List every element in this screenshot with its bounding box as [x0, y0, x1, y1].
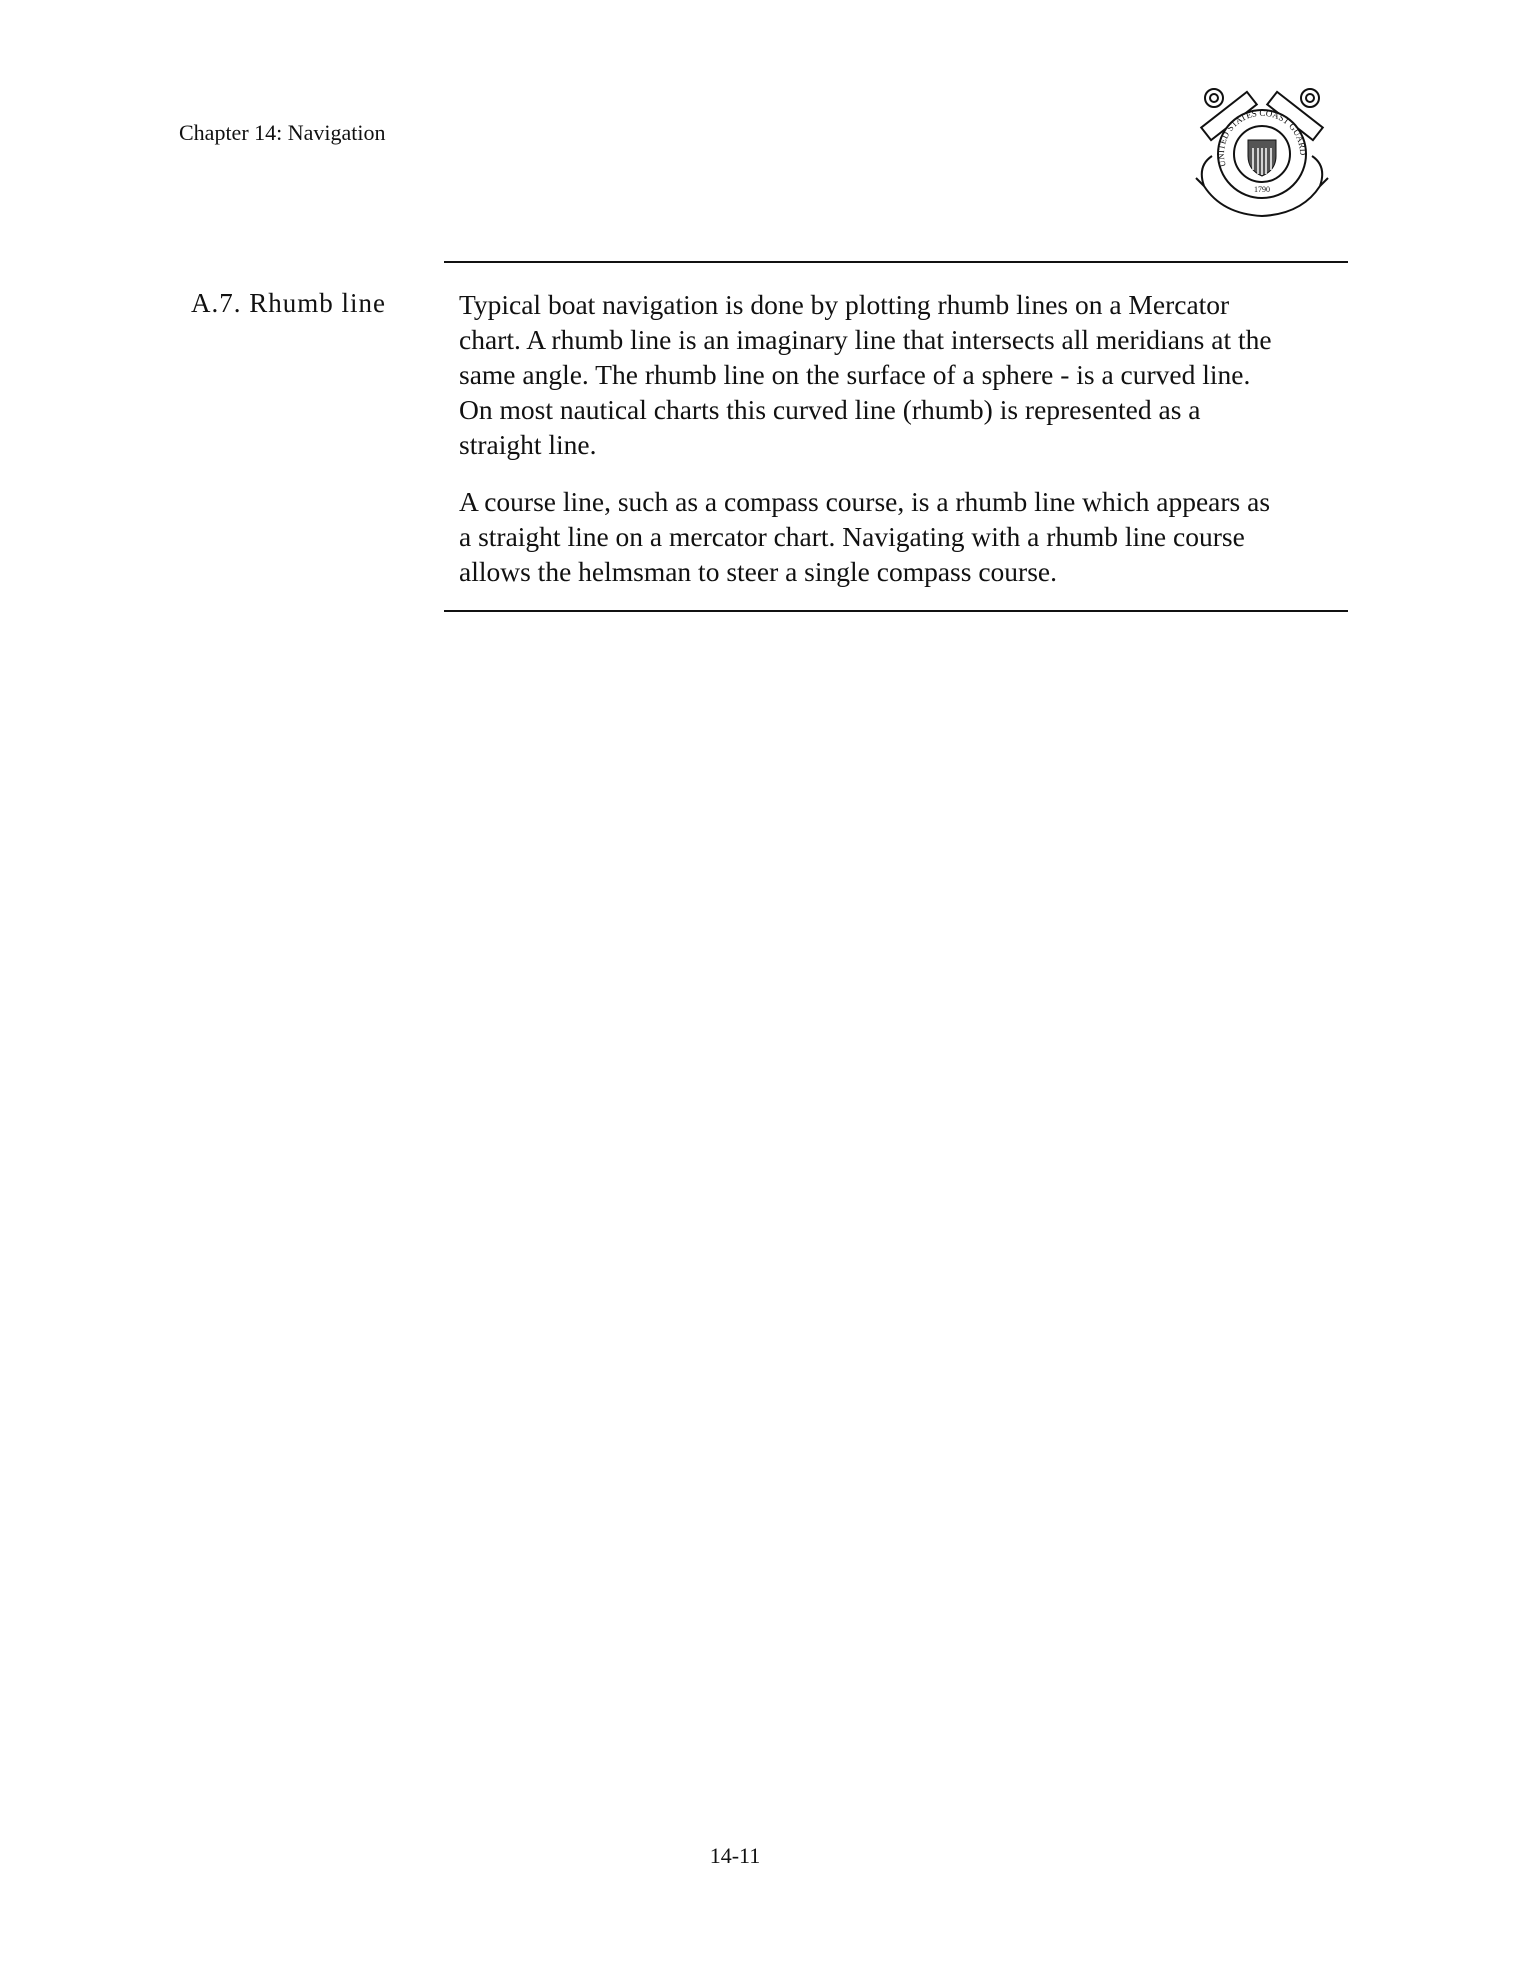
text-line: straight line. — [459, 429, 597, 460]
section-body — [459, 287, 1272, 611]
text-line: On most nautical charts this curved line (rhumb) is represented as a — [459, 394, 1201, 425]
svg-text:UNITED STATES COAST GUARD: UNITED STATES COAST GUARD — [1215, 107, 1309, 169]
paragraph-1 — [459, 287, 1272, 462]
svg-text:1790: 1790 — [1254, 185, 1270, 194]
text-line: chart. A rhumb line is an imaginary line that intersects all meridians at the — [459, 324, 1272, 355]
chapter-header: Chapter 14: Navigation — [179, 120, 386, 145]
text-line: A course line, such as a compass course, is a rhumb line which appears as — [459, 486, 1271, 517]
text-line: same angle. The rhumb line on the surface of a sphere - is a curved line. — [459, 359, 1251, 390]
page-number: 14-11 — [709, 1843, 761, 1868]
top-rule — [444, 261, 1348, 263]
text-line: allows the helmsman to steer a single compass course. — [459, 556, 1057, 587]
text-line: Typical boat navigation is done by plotting rhumb lines on a Mercator — [459, 289, 1230, 320]
section-label: A.7. Rhumb line — [191, 288, 386, 318]
paragraph-2 — [459, 484, 1272, 589]
text-line: a straight line on a mercator chart. Navigating with a rhumb line course — [459, 521, 1245, 552]
bottom-rule — [444, 610, 1348, 612]
coast-guard-seal-logo — [1192, 86, 1332, 224]
